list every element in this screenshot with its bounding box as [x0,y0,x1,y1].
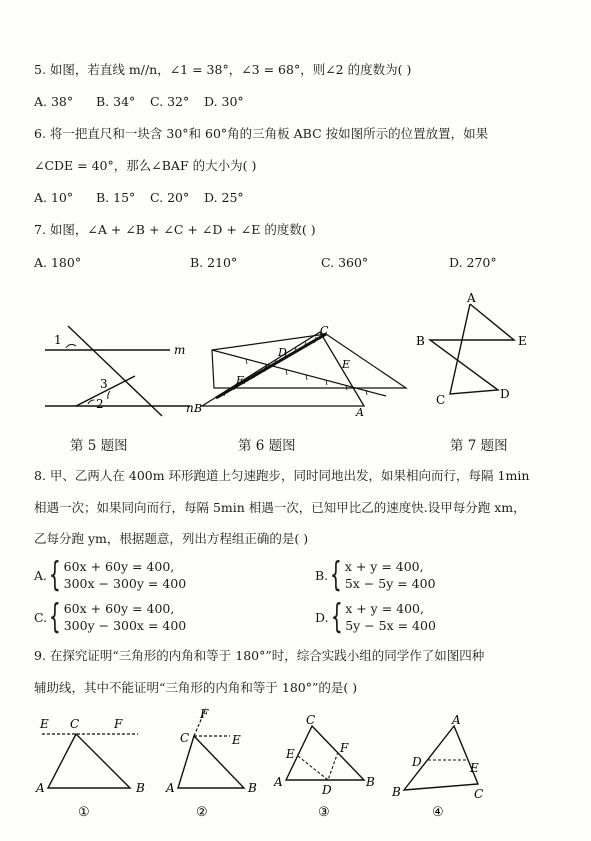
brace-icon: { [48,555,61,595]
brace-icon: { [48,597,61,637]
q6-option-a: A. 10° [34,190,74,205]
brace-icon: { [330,555,342,595]
q6-stem-line2: ∠CDE = 40°，那么∠BAF 的大小为( ) [34,158,257,173]
q7-stem: 7. 如图，∠A + ∠B + ∠C + ∠D + ∠E 的度数( ) [34,222,316,237]
fig6-label-d: D [278,346,287,359]
q5-option-b: B. 34° [96,94,136,109]
q8-option-b-eq1: x + y = 400, [344,559,424,574]
q5-stem: 5. 如图，若直线 m//n，∠1 = 38°，∠3 = 68°，则∠2 的度数为( ) [34,62,412,77]
fig6-label-b: B [194,402,203,415]
fig5-label-m: m [174,343,186,357]
f4-label-b: B [392,785,401,799]
q8-stem-line3: 乙每分跑 ym，根据题意，列出方程组正确的是( ) [34,531,309,546]
figure-q9-3 [272,712,384,822]
figure-7 [412,290,532,410]
f1-label-f: F [114,717,123,731]
q8-stem-line2: 相遇一次；如果同向而行，每隔 5min 相遇一次，已知甲比乙的速度快.设甲每分跑 xm， [34,500,526,515]
f2-label-f: F [200,707,209,721]
fig5-label-3: 3 [100,377,108,391]
q8-option-d-eq1: x + y = 400, [345,601,424,616]
q8-option-d-eq2: 5y − 5x = 400 [345,618,436,633]
q8-option-c-letter: C. [34,609,48,625]
fig7-label-c: C [436,393,446,407]
f3-label-b: B [366,775,375,789]
q6-option-d: D. 25° [204,190,244,205]
f1-label-e: E [40,717,49,731]
fig6-label-c: C [320,324,329,337]
q7-option-a: A. 180° [34,255,82,270]
caption-fig5: 第 5 题图 [70,438,128,454]
f1-label-b: B [136,781,145,795]
q8-option-c-eq1: 60x + 60y = 400, [63,601,175,616]
q6-option-c: C. 20° [150,190,190,205]
fig7-label-e: E [518,334,527,348]
q8-option-a-letter: A. [34,567,48,583]
q8-option-d [315,597,436,637]
f2-label-b: B [248,781,257,795]
f3-label-d: D [322,783,332,797]
q6-stem-line1: 6. 将一把直尺和一块含 30°和 60°角的三角板 ABC 按如图所示的位置放置，如果 [34,126,489,141]
fig5-label-n: n [186,401,194,415]
fig6-label-f: F [236,374,244,387]
q7-option-b: B. 210° [190,255,238,270]
q6-option-b: B. 15° [96,190,136,205]
caption-fig6: 第 6 题图 [238,438,296,454]
fig7-label-d: D [500,387,510,401]
q5-option-a: A. 38° [34,94,74,109]
f3-label-c: C [306,713,316,727]
fig5-label-2: 2 [96,397,104,411]
q8-option-c-eq2: 300y − 300x = 400 [63,618,187,633]
figure-q9-4 [392,712,502,822]
f2-label-a: A [166,781,175,795]
f4-label-c: C [474,787,484,801]
f3-label-a: A [274,775,283,789]
fig6-label-a: A [356,406,364,419]
q8-option-a-eq2: 300x − 300y = 400 [63,576,187,591]
f2-label-c: C [180,731,190,745]
f2-number: ② [196,805,208,820]
q8-option-d-letter: D. [315,609,329,625]
figure-6 [186,322,408,420]
q8-option-a-eq1: 60x + 60y = 400, [63,559,175,574]
q8-stem-line1: 8. 甲、乙两人在 400m 环形跑道上匀速跑步，同时同地出发，如果相向而行，每隔 1min [34,468,530,483]
f4-label-e: E [470,761,479,775]
q7-option-d: D. 270° [449,255,497,270]
q8-option-b-eq2: 5x − 5y = 400 [344,576,436,591]
f4-label-d: D [412,755,422,769]
q8-option-b-letter: B. [315,567,329,583]
f3-number: ③ [318,805,330,820]
q5-option-d: D. 30° [204,94,244,109]
q8-option-a [34,555,187,595]
fig7-label-a: A [467,291,476,305]
fig5-label-1: 1 [54,333,62,347]
f3-label-e: E [286,747,295,761]
f1-number: ① [78,805,90,820]
fig7-label-b: B [416,334,425,348]
q8-option-c [34,597,187,637]
f3-label-f: F [340,741,349,755]
fig6-label-e: E [342,358,351,371]
f1-label-c: C [70,717,80,731]
q5-option-c: C. 32° [150,94,190,109]
brace-icon: { [330,597,343,637]
f2-label-e: E [232,733,241,747]
f1-label-a: A [36,781,45,795]
f4-label-a: A [452,713,461,727]
q9-stem-line1: 9. 在探究证明“三角形的内角和等于 180°”时，综合实践小组的同学作了如图四种 [34,648,485,663]
q8-option-b [315,555,436,595]
f4-number: ④ [432,805,444,820]
figure-q9-2 [164,706,274,822]
q9-stem-line2: 辅助线，其中不能证明“三角形的内角和等于 180°”的是( ) [34,680,358,695]
figure-q9-1 [34,712,164,822]
q7-option-c: C. 360° [321,255,369,270]
caption-fig7: 第 7 题图 [450,438,508,454]
figure-5 [40,318,203,418]
